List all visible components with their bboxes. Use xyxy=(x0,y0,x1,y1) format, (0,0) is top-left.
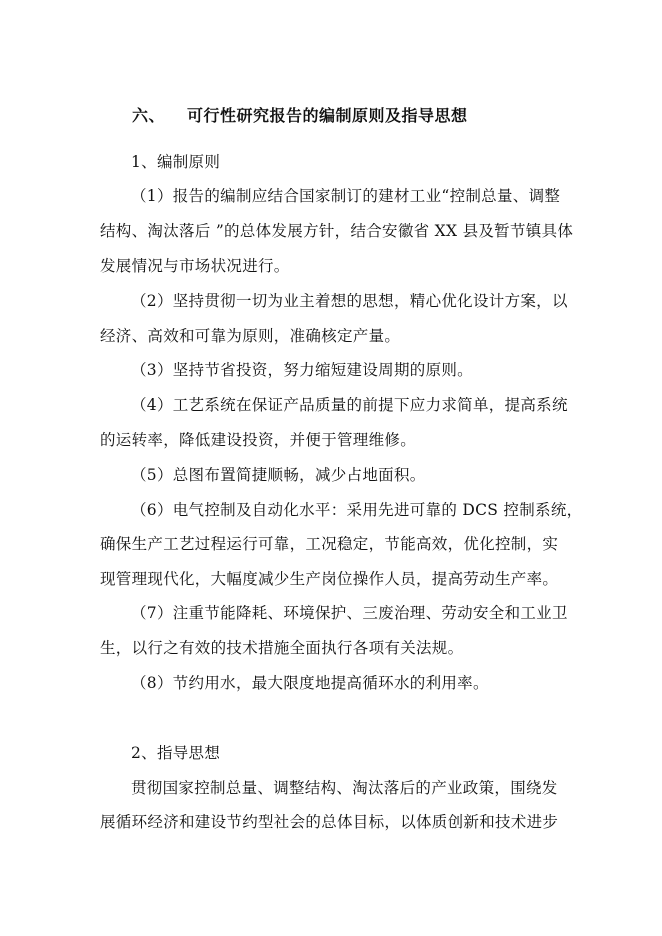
paragraph-line: 发展情况与市场状况进行。 xyxy=(100,257,290,275)
paragraph-line: 的运转率，降低建设投资，并便于管理维修。 xyxy=(100,431,417,449)
subsection-title-principles: 1、编制原则 xyxy=(131,153,221,171)
paragraph-line: （7）注重节能降耗、环境保护、三废治理、劳动安全和工业卫 xyxy=(131,604,568,622)
paragraph-line: （4）工艺系统在保证产品质量的前提下应力求简单，提高系统 xyxy=(131,396,568,414)
paragraph-line: （1）报告的编制应结合国家制订的建材工业“控制总量、调整 xyxy=(131,187,561,205)
paragraph-line: （3）坚持节省投资，努力缩短建设周期的原则。 xyxy=(131,361,473,379)
paragraph-line: 结构、淘汰落后 ”的总体发展方针，结合安徽省 XX 县及暂节镇具体 xyxy=(100,222,574,240)
section-number: 六、 xyxy=(132,106,166,125)
paragraph-line: （2）坚持贯彻一切为业主着想的思想，精心优化设计方案，以 xyxy=(131,292,568,310)
paragraph-line: 经济、高效和可靠为原则，准确核定产量。 xyxy=(100,327,401,345)
paragraph-line: 展循环经济和建设节约型社会的总体目标，以体质创新和技术进步 xyxy=(100,813,559,831)
paragraph-line: 生，以行之有效的技术措施全面执行各项有关法规。 xyxy=(100,639,464,657)
paragraph-line: 贯彻国家控制总量、调整结构、淘汰落后的产业政策，围绕发 xyxy=(131,779,558,797)
paragraph-line: （8）节约用水，最大限度地提高循环水的利用率。 xyxy=(131,674,489,692)
paragraph-line: 现管理现代化，大幅度减少生产岗位操作人员，提高劳动生产率。 xyxy=(100,570,559,588)
paragraph-line: （6）电气控制及自动化水平：采用先进可靠的 DCS 控制系统， xyxy=(131,501,583,519)
section-heading xyxy=(132,103,468,126)
paragraph-line: （5）总图布置简捷顺畅，减少占地面积。 xyxy=(131,466,426,484)
section-title: 可行性研究报告的编制原则及指导思想 xyxy=(187,106,468,125)
paragraph-line: 确保生产工艺过程运行可靠，工况稳定，节能高效，优化控制，实 xyxy=(100,535,559,553)
subsection-title-guiding: 2、指导思想 xyxy=(131,744,221,762)
